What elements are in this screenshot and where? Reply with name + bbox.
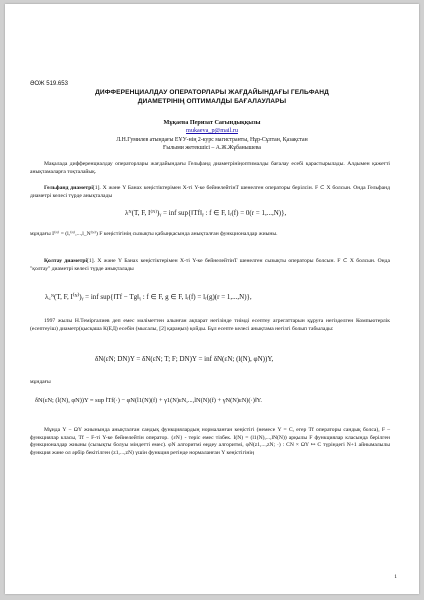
formula-computer-diameter: δN(εN; DN)Y = δN(εN; T; F; DN)Y = inf δN(εN; (l(N), φN))Y,: [95, 355, 274, 363]
udk-code: ӘОЖ 519.653: [30, 81, 68, 87]
paper-title-line2: ДИАМЕТРІНІҢ ОПТИМАЛДЫ БАҒАЛАУЛАРЫ: [137, 98, 287, 105]
paragraph-functionals: мұндағы I⁽ᴺ⁾ = (lᵣ⁽ᴺ⁾,...,l_N⁽ᴺ⁾) F кеңістігінің сызықты қабыңқасында анықталған функционалдар жиыны.: [30, 231, 278, 237]
page-number: 1: [394, 574, 397, 581]
paragraph-explanation: Мұнда Y − ΩY жиынында анықталған сандық функциялардың нормаланған кеңістігі (немесе Y = C, егер Tf операторы сандық болса), F – функциялар класы, Tf − F-ті Y-ке бейнелейтін оператор. {εN} - теріс емес тізбек. I(N) = (l1(N),...,lN(N)) арқылы F функциялар класында берілген функционалдар жиыны (сызықты болуы міндетті емес). φN алгоритмі өңдеу алгоритмі, φN(z1,...,zN; ·) : CN × ΩY ↦ C түріндегі N+1 айнымалылы функция және ол әрбір бекітілген (z1,...,zN) үшін функция ретінде нормаланған Y кеңістігінің: [30, 427, 390, 456]
paper-title-line1: ДИФФЕРЕНЦИАЛДАУ ОПЕРАТОРЛАРЫ ЖАҒДАЙЫНДАҒЫ ГЕЛЬФАНД: [95, 89, 329, 96]
author-email[interactable]: mukaeva_p@mail.ru: [186, 127, 238, 134]
definition-gelfand-text: [1]. X және Y Банах кеңістіктерімен X-ті Y-ке бейнелейтінT шенелген операторы берілсін. F ⊂ X болсын. Онда Гельфанд диаметрі келесі түрде анықталады: [30, 185, 390, 199]
definition-koltau: [30, 258, 390, 273]
paragraph-computer-diameter: 1997 жылы Н.Теміргалиев деп емес мәліметтен алынған ақпарат негізінде тиімді есептеу агрегаттарын құруға негізделген Компьютерлік (есептеуіш) диаметр(қысқаша К(ЕД) есебін (мысалы, [2] қараңыз) қойды. Бұл есепте келесі анықтама негізгі болып табылады:: [30, 318, 390, 332]
definition-gelfand-label: Гельфанд диаметрі: [44, 185, 93, 191]
formula-gelfand: λᴺ(T, F, I⁽ᴺ⁾)ᵧ = inf sup{‖Tf‖ᵧ : f ∈ F, lᵣ(f) = 0(r = 1,...,N)},: [125, 209, 287, 217]
document-page: [5, 4, 419, 594]
affiliation-line1: Л.Н.Гумилев атындағы ЕҰУ-нің 2-курс магистранты, Нұр-Сұлтан, Қазақстан: [116, 137, 308, 143]
formula-delta-definition: δN(εN; (l(N), φN))Y = sup ‖Tf(·) − φN(l1(N)(f) + γ1(N)εN,...,lN(N)(f) + γN(N)εN)(·)‖Y.: [35, 397, 263, 404]
definition-gelfand: [30, 185, 390, 200]
definition-koltau-text: [1]. X және Y Банах кеңістіктерімен X-ті Y-ке бейнелейтінT шенелген сызықты операторы болсын. F ⊂ X болсын. Онда "қолтау" диаметрі келесі түрде анықталады: [30, 258, 390, 272]
author-name: Мұқаева Перизат Сағындыққызы: [163, 119, 261, 126]
formula-koltau: λ꜀ᴺ(T, F, I⁽ᴺ⁾)ᵧ = inf sup{‖Tf − Tg‖ᵧ : f ∈ F, g ∈ F, lᵣ(f) = lᵣ(g)(r = 1,...,N)},: [45, 293, 252, 301]
abstract-paragraph: Мақалада дифференциалдау операторлары жағдайындағы Гельфанд диаметрініңоптималды бағалау есебі қарастырылады. Алдымен қажетті анықтамаларға тоқталайық.: [30, 161, 390, 175]
definition-koltau-label: Қолтау диаметрі: [44, 258, 88, 264]
affiliation-line2: Ғылыми жетекшісі – А.Ж.Жұбанышева: [163, 145, 261, 151]
paragraph-where: мұндағы: [30, 379, 51, 385]
